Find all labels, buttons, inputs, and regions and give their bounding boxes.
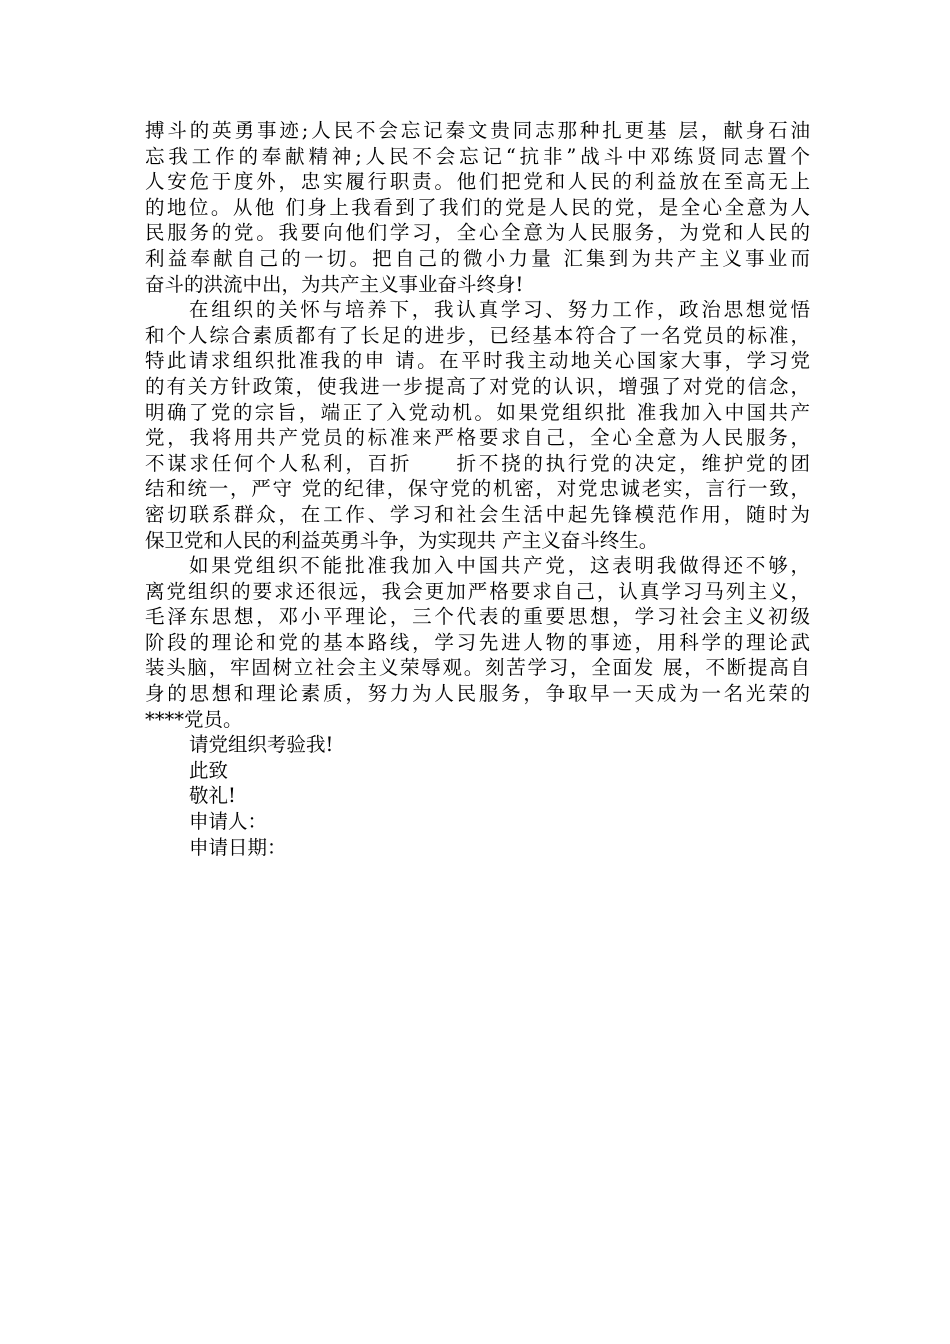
paragraph-line: 毛泽东思想，邓小平理论，三个代表的重要思想，学习社会主义初级 (145, 605, 810, 629)
paragraph-line: 不谋求任何个人私利，百折 折不挠的执行党的决定，维护党的团 (145, 451, 810, 475)
paragraph-line: 奋斗的洪流中出，为共产主义事业奋斗终身! (145, 272, 524, 296)
paragraph-line: ****党员。 (145, 707, 243, 731)
paragraph-line: 离党组织的要求还很远，我会更加严格要求自己，认真学习马列主义， (145, 579, 810, 603)
paragraph-line: 在组织的关怀与培养下，我认真学习、努力工作，政治思想觉悟 (189, 298, 810, 322)
closing-request: 请党组织考验我! (189, 733, 334, 757)
paragraph-line: 身的思想和理论素质，努力为人民服务，争取早一天成为一名光荣的 (145, 682, 810, 706)
application-date-label: 申请日期： (189, 835, 287, 859)
paragraph-3 (145, 553, 810, 732)
paragraph-line: 民服务的党。我要向他们学习，全心全意为人民服务，为党和人民的 (145, 221, 810, 245)
paragraph-1 (145, 118, 810, 297)
paragraph-line: 的地位。从他 们身上我看到了我们的党是人民的党，是全心全意为人 (145, 195, 810, 219)
paragraph-line: 装头脑，牢固树立社会主义荣辱观。刻苦学习，全面发 展，不断提高自 (145, 656, 810, 680)
paragraph-line: 忘我工作的奉献精神;人民不会忘记“抗非”战斗中邓练贤同志置个 (145, 144, 810, 168)
paragraph-line: 党，我将用共产党员的标准来严格要求自己，全心全意为人民服务， (145, 426, 810, 450)
paragraph-line: 利益奉献自己的一切。把自己的微小力量 汇集到为共产主义事业而 (145, 246, 810, 270)
paragraph-line: 搏斗的英勇事迹;人民不会忘记秦文贵同志那种扎更基 层，献身石油 (145, 119, 810, 142)
salutation-ci-zhi: 此致 (189, 758, 229, 782)
paragraph-line: 特此请求组织批准我的申 请。在平时我主动地关心国家大事，学习党 (145, 349, 810, 373)
paragraph-line: 明确了党的宗旨，端正了入党动机。如果党组织批 准我加入中国共产 (145, 400, 810, 424)
closing-block (145, 732, 810, 860)
paragraph-line: 和个人综合素质都有了长足的进步，已经基本符合了一名党员的标准， (145, 323, 810, 347)
paragraph-line: 的有关方针政策，使我进一步提高了对党的认识，增强了对党的信念， (145, 374, 810, 398)
paragraph-line: 如果党组织不能批准我加入中国共产党，这表明我做得还不够， (189, 554, 810, 578)
paragraph-line: 密切联系群众，在工作、学习和社会生活中起先锋模范作用，随时为 (145, 502, 810, 526)
paragraph-line: 结和统一，严守 党的纪律，保守党的机密，对党忠诚老实，言行一致， (145, 477, 810, 501)
paragraph-line: 保卫党和人民的利益英勇斗争，为实现共 产主义奋斗终生。 (145, 528, 659, 552)
salutation-jing-li: 敬礼! (189, 784, 236, 808)
paragraph-line: 阶段的理论和党的基本路线，学习先进人物的事迹，用科学的理论武 (145, 630, 810, 654)
paragraph-line: 人安危于度外，忠实履行职责。他们把党和人民的利益放在至高无上 (145, 170, 810, 194)
document-body (145, 118, 810, 860)
applicant-label: 申请人： (189, 810, 268, 834)
paragraph-2 (145, 297, 810, 553)
